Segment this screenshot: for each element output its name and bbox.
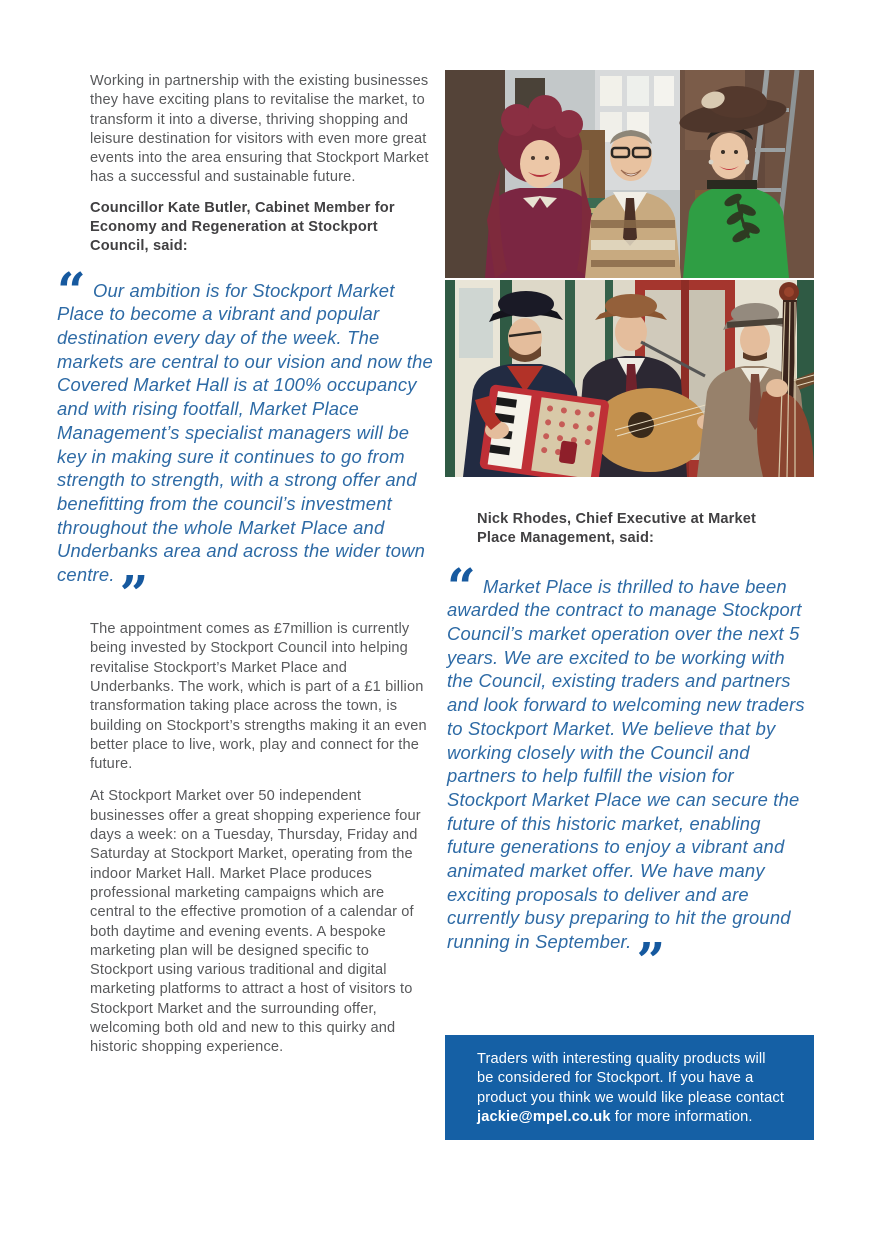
councillor-quote-text: Our ambition is for Stockport Market Place to become a vibrant and popular destination every day of the week. The markets are central to our vision and now the Covered Market Hall is at 100% occupancy and with rising footfall, Market Place Management’s specialist managers will be key in making sure it continues to go from strength to strength, with a strong offer and benefitting from the council’s investment throughout the whole Market Place and Underbanks area and across the wider town centre. [57,279,433,586]
photo-vintage-trio [445,70,814,278]
nick-rhodes-quote: “ Market Place is thrilled to have been awarded the contract to manage Stockport Council’s market operation over the next 5 years. We are excited to be working with the Council, existing traders and partners and look forward to welcoming new traders to Stockport Market. We believe that by working closely with the Council and partners to help fulfill the vision for Stockport Market Place we can secure the future of this historic market, enabling future generations to enjoy a vibrant and animated market offer. We have many exciting proposals to deliver and are currently busy preparing to hit the ground running in September. ” [447,556,805,991]
investment-paragraph: The appointment comes as £7million is currently being invested by Stockport Council into helping revitalise Stockport’s Market Place and Underbanks. The work, which is part of a £1 billion transformation taking place across the town, is building on Stockport’s strengths making it an even better place to live, work, play and connect for the future. [90,621,427,773]
left-column [57,72,433,1069]
callout-text-after: for more information. [610,1109,753,1126]
contact-email-link[interactable]: jackie@mpel.co.uk [477,1109,611,1126]
right-column [445,70,814,1140]
photo-street-musicians [445,280,814,477]
callout-text-before: Traders with interesting quality products will be considered for Stockport. If you have a product you think we would like please contact [477,1051,785,1106]
intro-paragraph: Working in partnership with the existing businesses they have exciting plans to revitalise the market, to transform it into a diverse, thriving shopping and leisure destination for visitors with even more great events into the area ensuring that Stockport Market has a successful and sustainable future. [90,73,429,186]
market-details-paragraph: At Stockport Market over 50 independent businesses offer a great shopping experience four days a week: on a Tuesday, Thursday, Friday and Saturday at Stockport Market, operating from the indoor Market Hall. Market Place produces professional marketing campaigns which are central to the effective promotion of a calendar of both daytime and evening events. A bespoke marketing plan will be designed specific to Stockport using various traditional and digital marketing platforms to attract a host of visitors to Stockport Market and the surrounding offer, welcoming both old and new to this quirky and historic shopping experience. [90,788,421,1056]
nick-rhodes-heading: Nick Rhodes, Chief Executive at Market Place Management, said: [477,511,757,547]
councillor-quote: “ Our ambition is for Stockport Market Place to become a vibrant and popular destination every day of the week. The markets are central to our vision and now the Covered Market Hall is at 100% occupancy and with rising footfall, Market Place Management’s specialist managers will be key in making sure it continues to go from strength to strength, with a strong offer and benefitting from the council’s investment throughout the whole Market Place and Underbanks area and across the wider town centre. ” [57,260,433,624]
councillor-heading: Councillor Kate Butler, Cabinet Member for Economy and Regeneration at Stockport Council, said: [90,199,395,255]
contact-callout [445,1035,814,1140]
vintage-trio-illustration [445,70,814,278]
street-musicians-illustration [445,280,814,477]
nick-rhodes-quote-text: Market Place is thrilled to have been awarded the contract to manage Stockport Council’s market operation over the next 5 years. We are excited to be working with the Council, existing traders and partners and look forward to welcoming new traders to Stockport Market. We believe that by working closely with the Council and partners to help fulfill the vision for Stockport Market Place we can secure the future of this historic market, enabling future generations to enjoy a vibrant and animated market offer. We have many exciting proposals to deliver and are currently busy preparing to hit the ground running in September. [447,575,805,953]
